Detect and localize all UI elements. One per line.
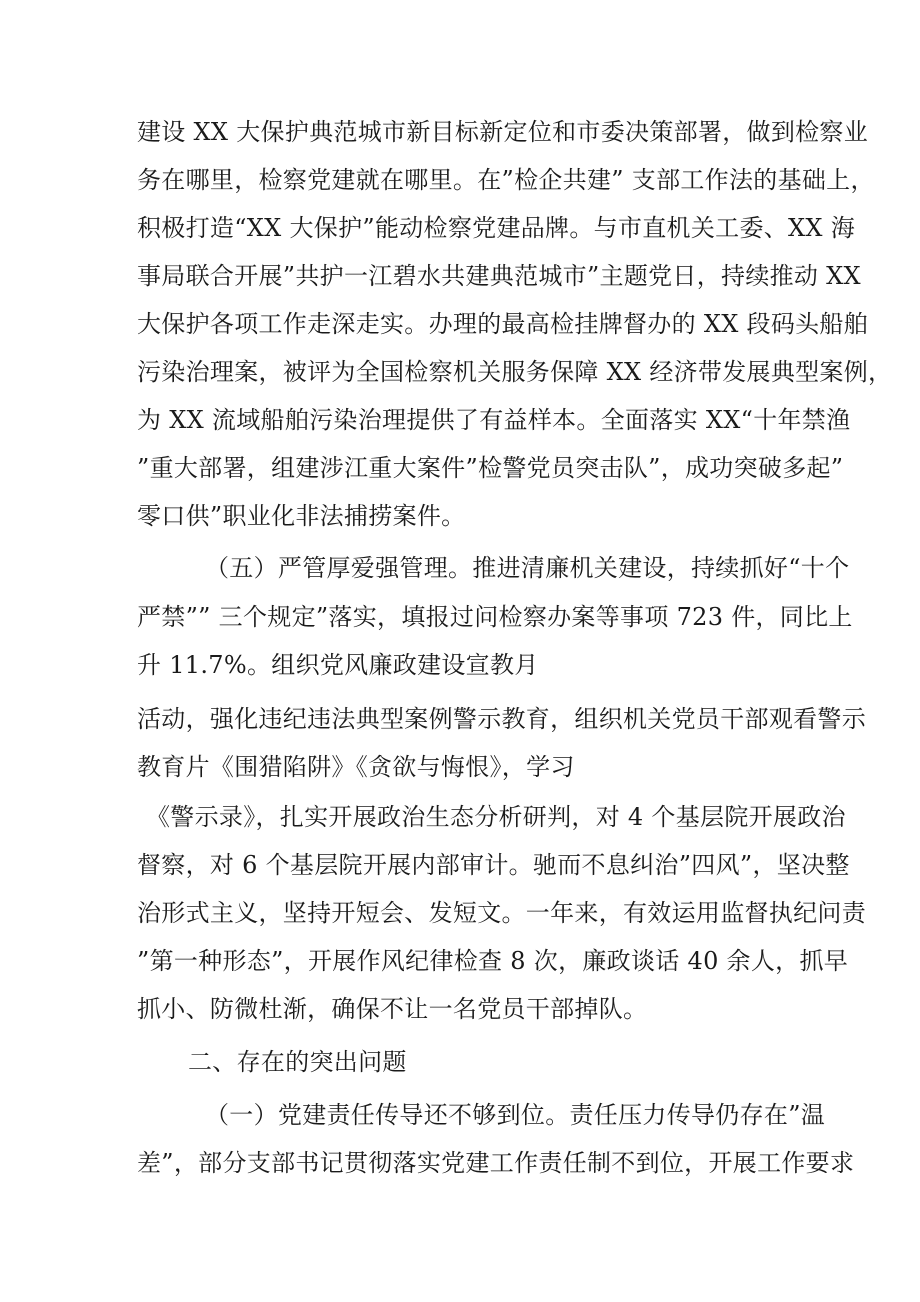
text-line: ”第一种形态”，开展作风纪律检查 8 次，廉政谈话 40 余人，抓早 [137, 947, 849, 975]
text-line: 污染治理案，被评为全国检察机关服务保障 XX 经济带发展典型案例， [137, 358, 893, 386]
text-line: （五）严管厚爱强管理。推进清廉机关建设，持续抓好“十个 [205, 554, 850, 582]
text-line: 为 XX 流域船舶污染治理提供了有益样本。全面落实 XX“十年禁渔 [137, 406, 851, 434]
text-line: ”重大部署，组建涉江重大案件”检警党员突击队”，成功突破多起” [137, 454, 844, 482]
text-line: 治形式主义，坚持开短会、发短文。一年来，有效运用监督执纪问责 [137, 899, 866, 927]
text-line: 事局联合开展”共护一江碧水共建典范城市”主题党日，持续推动 XX [137, 262, 861, 290]
text-line: 积极打造“XX 大保护”能动检察党建品牌。与市直机关工委、XX 海 [137, 214, 856, 242]
text-line: 活动，强化违纪违法典型案例警示教育，组织机关党员干部观看警示 [137, 705, 866, 733]
section-heading: 二、存在的突出问题 [188, 1048, 407, 1076]
text-line: （一）党建责任传导还不够到位。责任压力传导仍存在”温 [205, 1101, 826, 1129]
text-line: 教育片《围猎陷阱》《贪欲与悔恨》，学习 [137, 753, 575, 781]
text-line: 升 11.7%。组织党风廉政建设宣教月 [137, 651, 539, 679]
text-line: 督察，对 6 个基层院开展内部审计。驰而不息纠治”四风”，坚决整 [137, 851, 850, 879]
text-line: 差”，部分支部书记贯彻落实党建工作责任制不到位，开展工作要求 [137, 1149, 855, 1177]
text-line: 严禁”” 三个规定”落实，填报过问检察办案等事项 723 件，同比上 [137, 603, 853, 631]
text-line: 建设 XX 大保护典范城市新目标新定位和市委决策部署，做到检察业 [137, 118, 869, 146]
text-line: 抓小、防微杜渐，确保不让一名党员干部掉队。 [137, 995, 648, 1023]
text-line: 大保护各项工作走深走实。办理的最高检挂牌督办的 XX 段码头船舶 [137, 310, 869, 338]
text-line: 零口供”职业化非法捕捞案件。 [137, 502, 466, 530]
text-line: 《警示录》，扎实开展政治生态分析研判，对 4 个基层院开展政治 [146, 803, 846, 831]
text-line: 务在哪里，检察党建就在哪里。在”检企共建” 支部工作法的基础上， [137, 166, 875, 194]
